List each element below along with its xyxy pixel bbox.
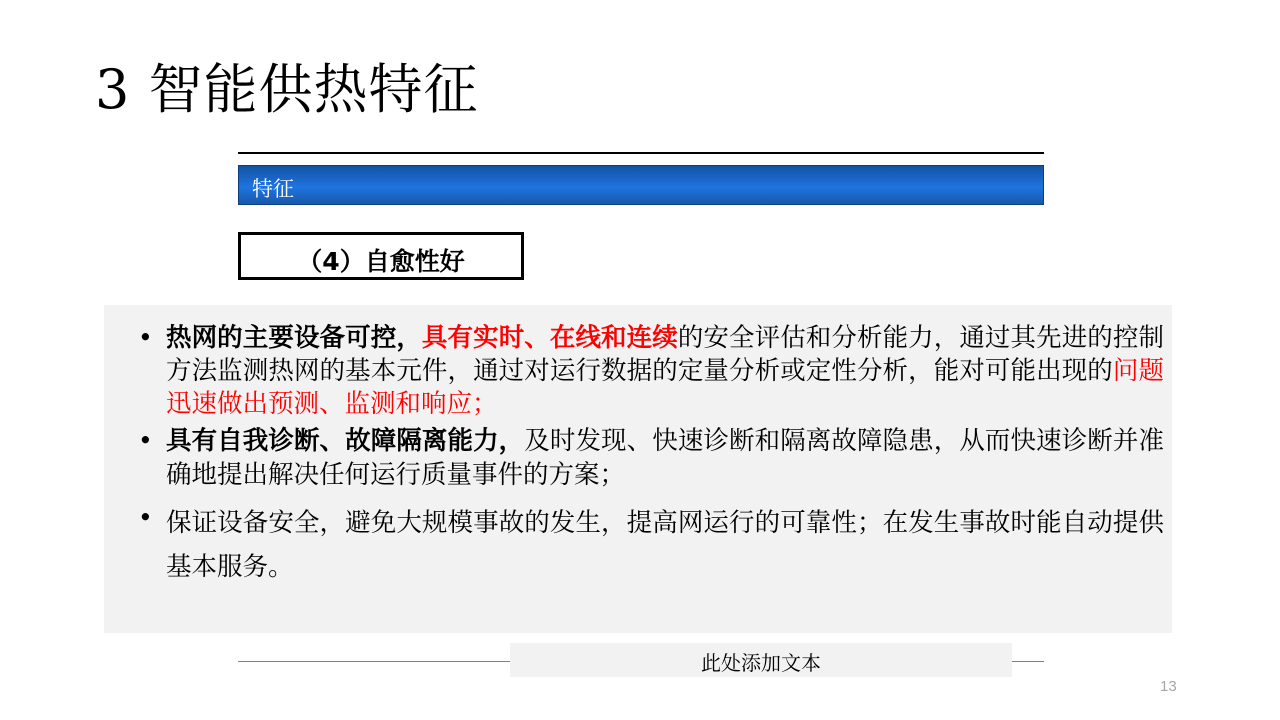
list-item xyxy=(134,502,1164,590)
bullet-marker: • xyxy=(138,426,153,456)
footer-textbox xyxy=(510,643,1012,677)
footer-divider-right xyxy=(1012,661,1044,662)
bullet-segment-highlight: 具有实时、在线和连续 xyxy=(421,323,678,353)
list-item xyxy=(134,425,1164,491)
subheading-label: （4）自愈性好 xyxy=(297,247,465,276)
bullet-marker: • xyxy=(138,502,153,532)
subheading-box xyxy=(238,232,524,280)
bullet-segment: 热网的主要设备可控， xyxy=(166,323,422,353)
page-title: 3 智能供热特征 xyxy=(95,58,479,121)
bullet-segment: 具有自我诊断、故障隔离能力， xyxy=(166,426,525,457)
bullet-list xyxy=(134,322,1164,589)
title-divider xyxy=(238,152,1044,154)
bullet-segment: 及时发现、快速诊断和隔离故障隐患，从而快速诊断并准确地提出解决任何运行质量事件的方案； xyxy=(166,426,1164,490)
list-item xyxy=(134,322,1164,421)
section-banner xyxy=(238,165,1044,205)
bullet-marker: • xyxy=(138,323,153,352)
page-number: 13 xyxy=(1160,678,1177,695)
bullet-segment: 保证设备安全，避免大规模事故的发生，提高网运行的可靠性；在发生事故时能自动提供基本服务。 xyxy=(166,507,1164,582)
footer-label: 此处添加文本 xyxy=(701,651,821,675)
section-banner-label: 特征 xyxy=(252,177,294,201)
bullet-segment-highlight: 问题迅速做出预测、监测和响应； xyxy=(166,356,1164,420)
bullet-segment: 的安全评估和分析能力，通过其先进的控制方法监测热网的基本元件，通过对运行数据的定量分析或定性分析，能对可能出现的 xyxy=(166,323,1164,387)
footer-divider-left xyxy=(238,661,510,662)
